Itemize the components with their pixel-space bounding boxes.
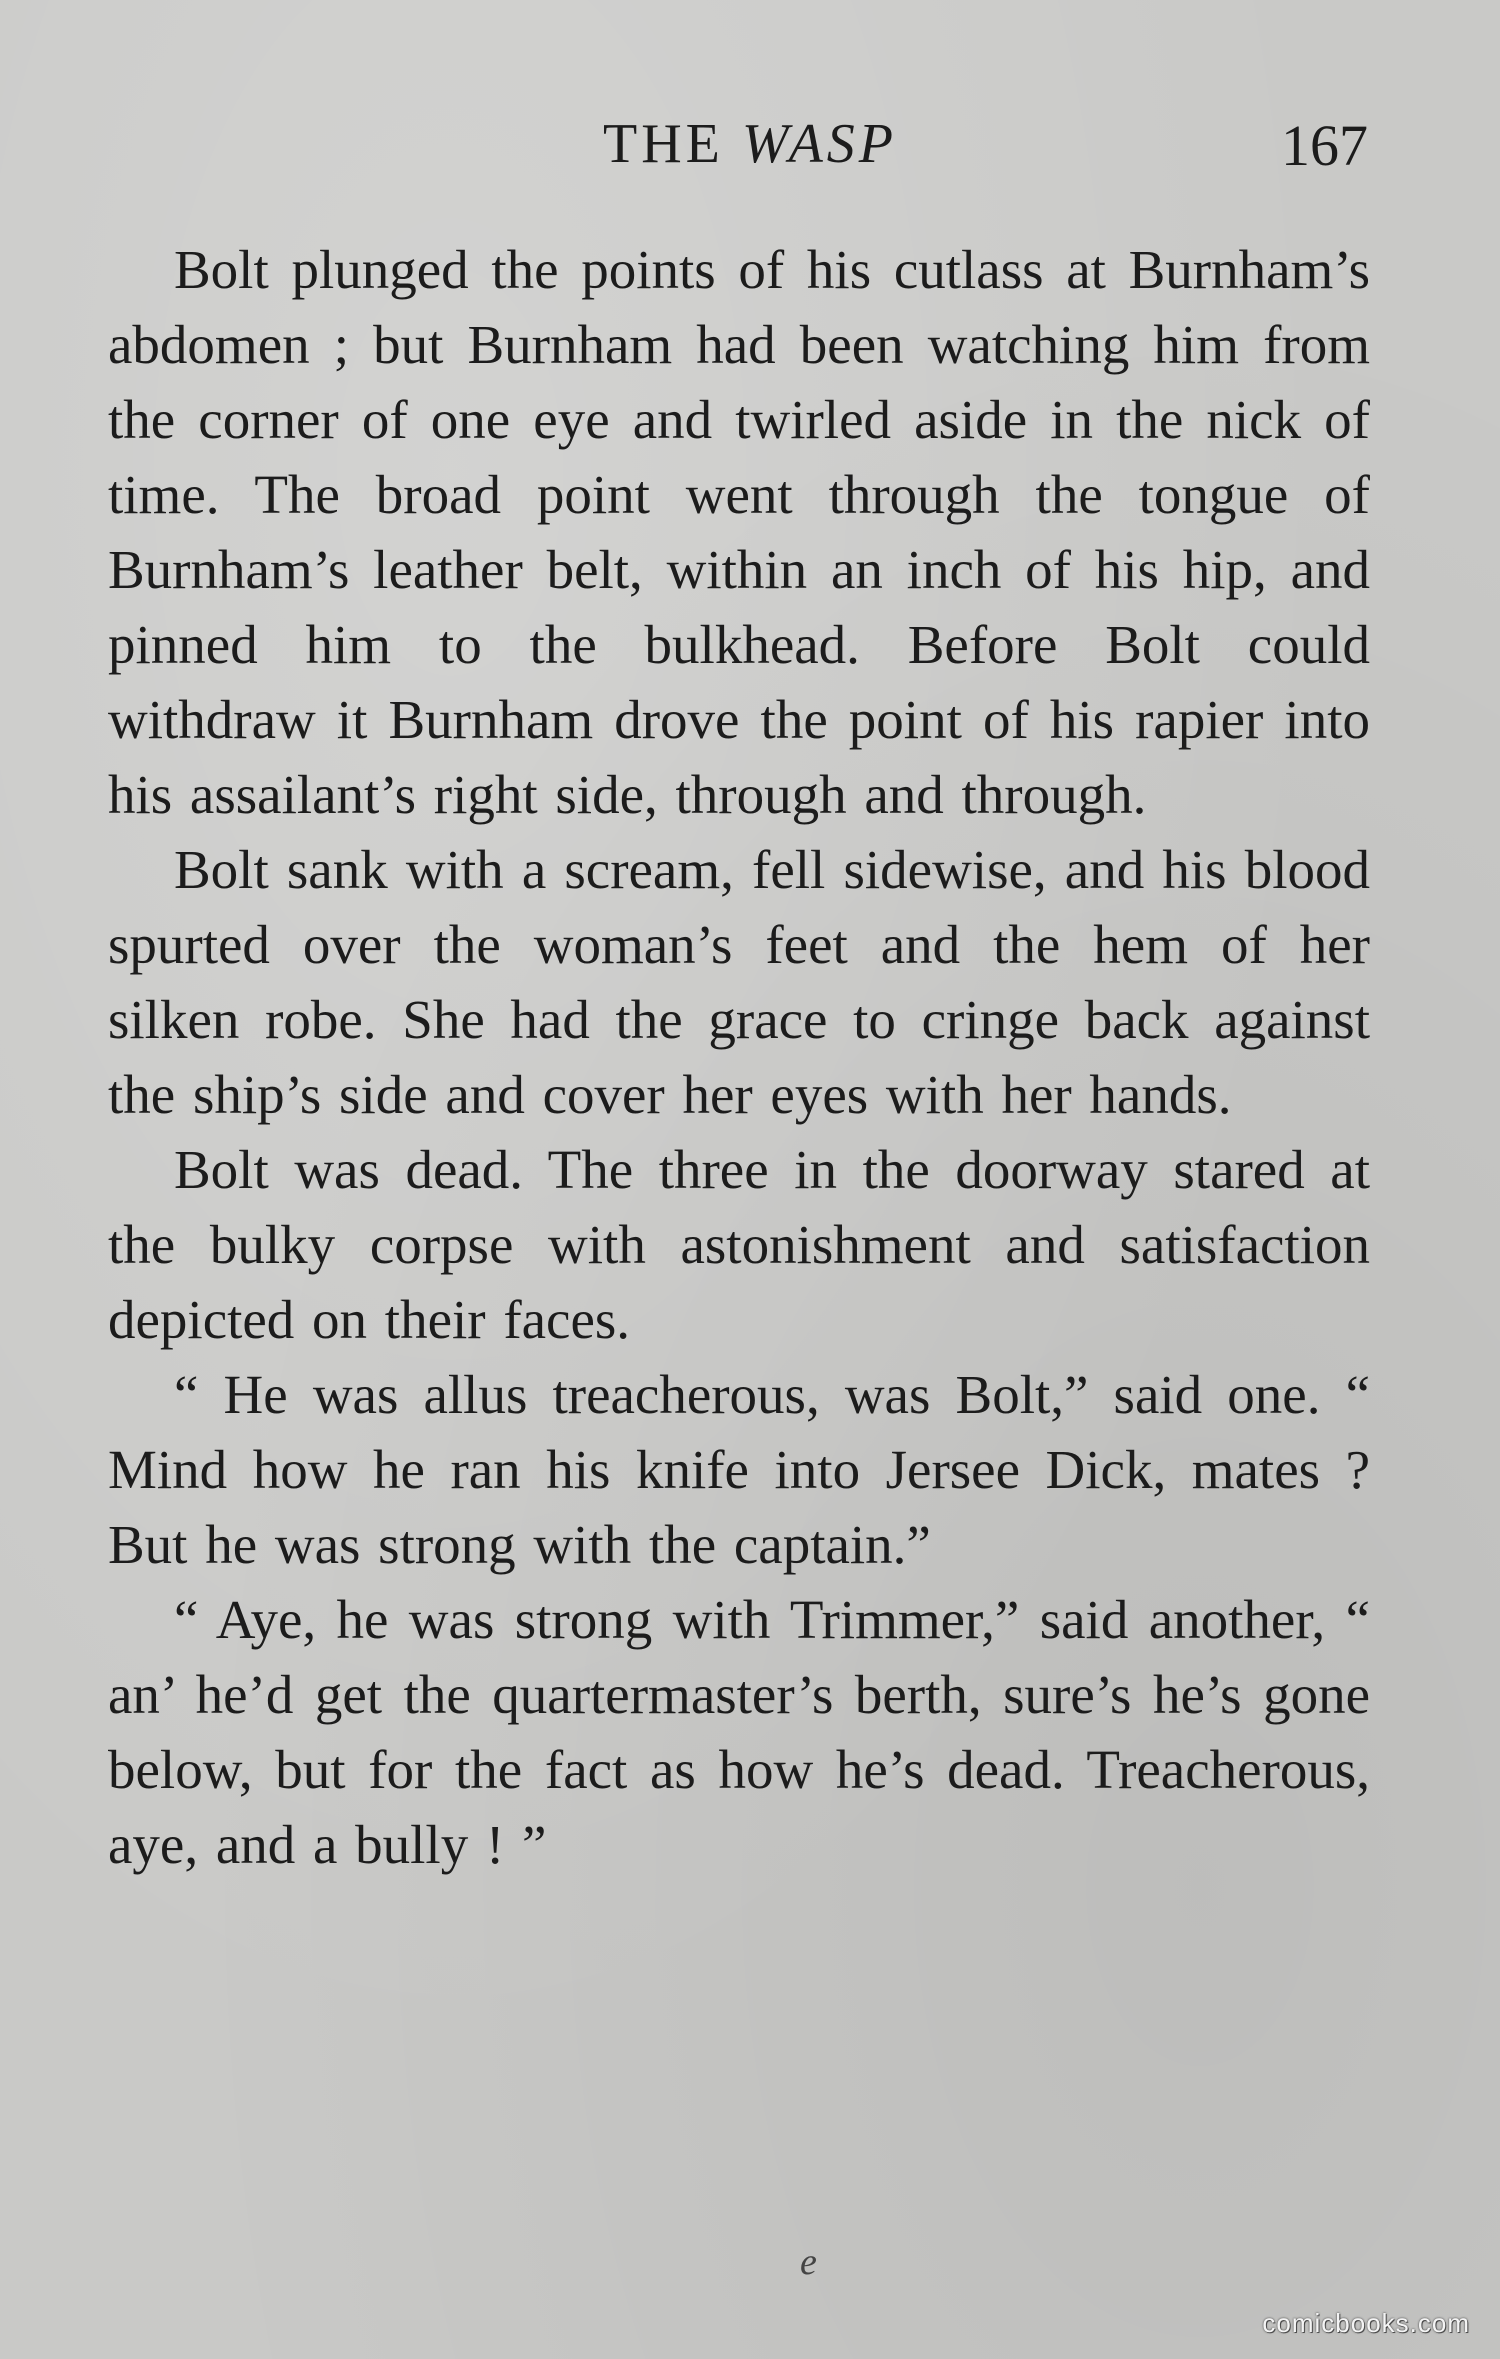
paragraph: “ Aye, he was strong with Trimmer,” said another, “ an’ he’d get the quartermaster’s berth, sure’s he’s gone below, but for the fact as how he’s dead. Treacherous, aye, and a bully ! ” [108, 1589, 1370, 1875]
paragraph: “ He was allus treacherous, was Bolt,” said one. “ Mind how he ran his knife into Jersee Dick, mates ? But he was strong with the captain.” [108, 1364, 1370, 1575]
paragraph: Bolt sank with a scream, fell sidewise, and his blood spurted over the woman’s feet and the hem of her silken robe. She had the grace to cringe back against the ship’s side and cover her eyes with her hands. [108, 839, 1370, 1125]
body-text [108, 232, 1370, 1882]
running-head [0, 112, 1500, 182]
paragraph: Bolt was dead. The three in the doorway stared at the bulky corpse with astonishment and satisfaction depicted on their faces. [108, 1139, 1370, 1350]
paragraph: Bolt plunged the points of his cutlass at Burnham’s abdomen ; but Burnham had been watching him from the corner of one eye and twirled aside in the nick of time. The broad point went through the tongue of Burnham’s leather belt, within an inch of his hip, and pinned him to the bulkhead. Before Bolt could withdraw it Burnham drove the point of his rapier into his assailant’s right side, through and through. [108, 239, 1370, 825]
stray-print-mark: e [800, 2241, 817, 2283]
running-title-prefix: THE [602, 113, 724, 175]
page-number: 167 [1281, 113, 1368, 178]
running-title-italic: WASP [741, 113, 897, 175]
running-title [0, 112, 1500, 176]
watermark: comicbooks.com [1262, 2308, 1470, 2338]
